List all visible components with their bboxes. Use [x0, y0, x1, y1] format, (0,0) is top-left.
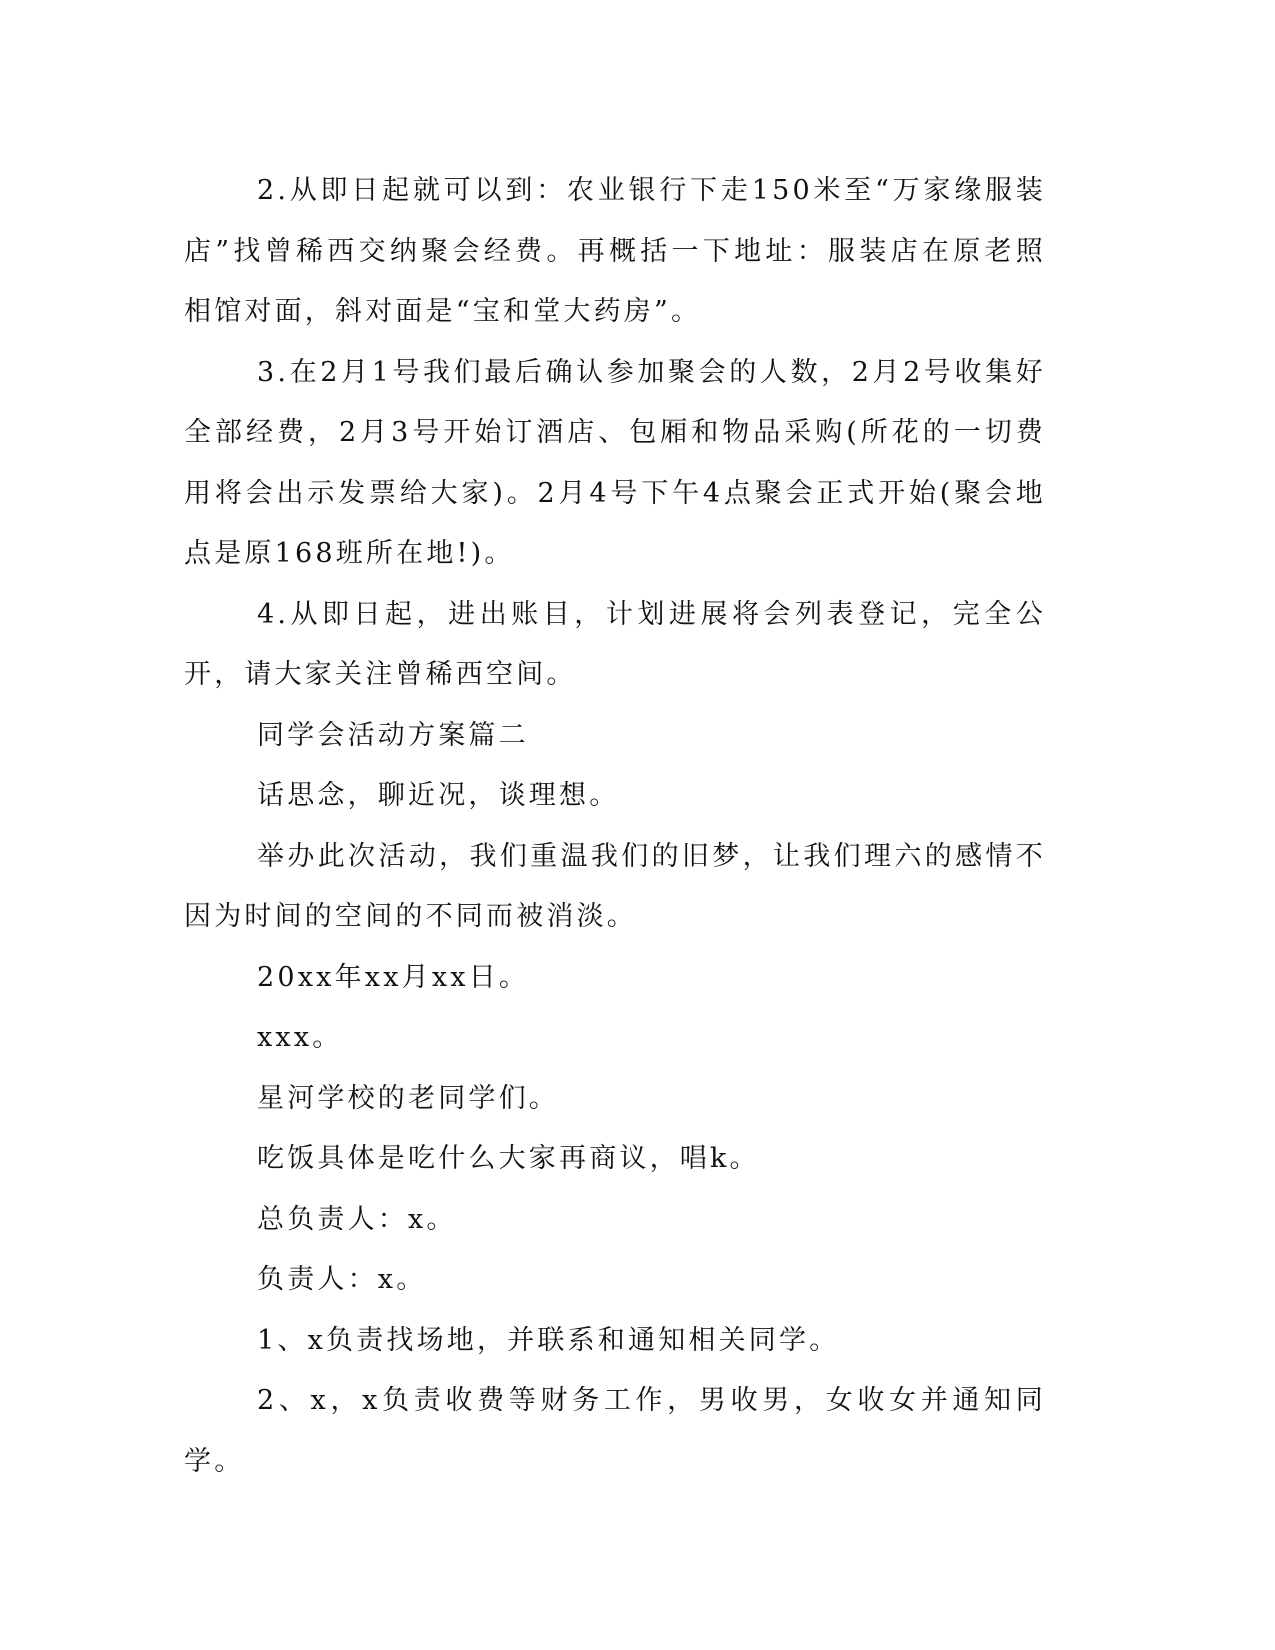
paragraph-activities: 吃饭具体是吃什么大家再商议，唱k。 — [257, 1143, 760, 1174]
paragraph-participants: 星河学校的老同学们。 — [257, 1082, 559, 1114]
document-body — [184, 161, 1046, 1492]
paragraph-task-venue: 1、x负责找场地，并联系和通知相关同学。 — [257, 1324, 840, 1356]
paragraph-date: 20xx年xx月xx日。 — [257, 961, 530, 993]
paragraph-payment-location: 2.从即日起就可以到：农业银行下走150米至“万家缘服装店”找曾稀西交纳聚会经费。再概括一下地址：服装店在原老照相馆对面，斜对面是“宝和堂大药房”。 — [184, 175, 1046, 327]
paragraph-accounts: 4.从即日起，进出账目，计划进展将会列表登记，完全公开，请大家关注曾稀西空间。 — [184, 598, 1046, 690]
paragraph-task-finance: 2、x，x负责收费等财务工作，男收男，女收女并通知同学。 — [184, 1385, 1046, 1477]
section-heading: 同学会活动方案篇二 — [257, 719, 529, 751]
paragraph-location: xxx。 — [257, 1022, 343, 1053]
paragraph-organizer: 负责人：x。 — [257, 1264, 427, 1295]
paragraph-chief-organizer: 总负责人：x。 — [257, 1203, 457, 1235]
paragraph-schedule: 3.在2月1号我们最后确认参加聚会的人数，2月2号收集好全部经费，2月3号开始订酒店、包厢和物品采购(所花的一切费用将会出示发票给大家)。2月4号下午4点聚会正式开始(聚会地点是原168班所在地!)。 — [184, 356, 1046, 569]
paragraph-purpose: 举办此次活动，我们重温我们的旧梦，让我们理六的感情不因为时间的空间的不同而被消淡。 — [184, 840, 1046, 932]
paragraph-theme: 话思念，聊近况，谈理想。 — [257, 780, 620, 811]
